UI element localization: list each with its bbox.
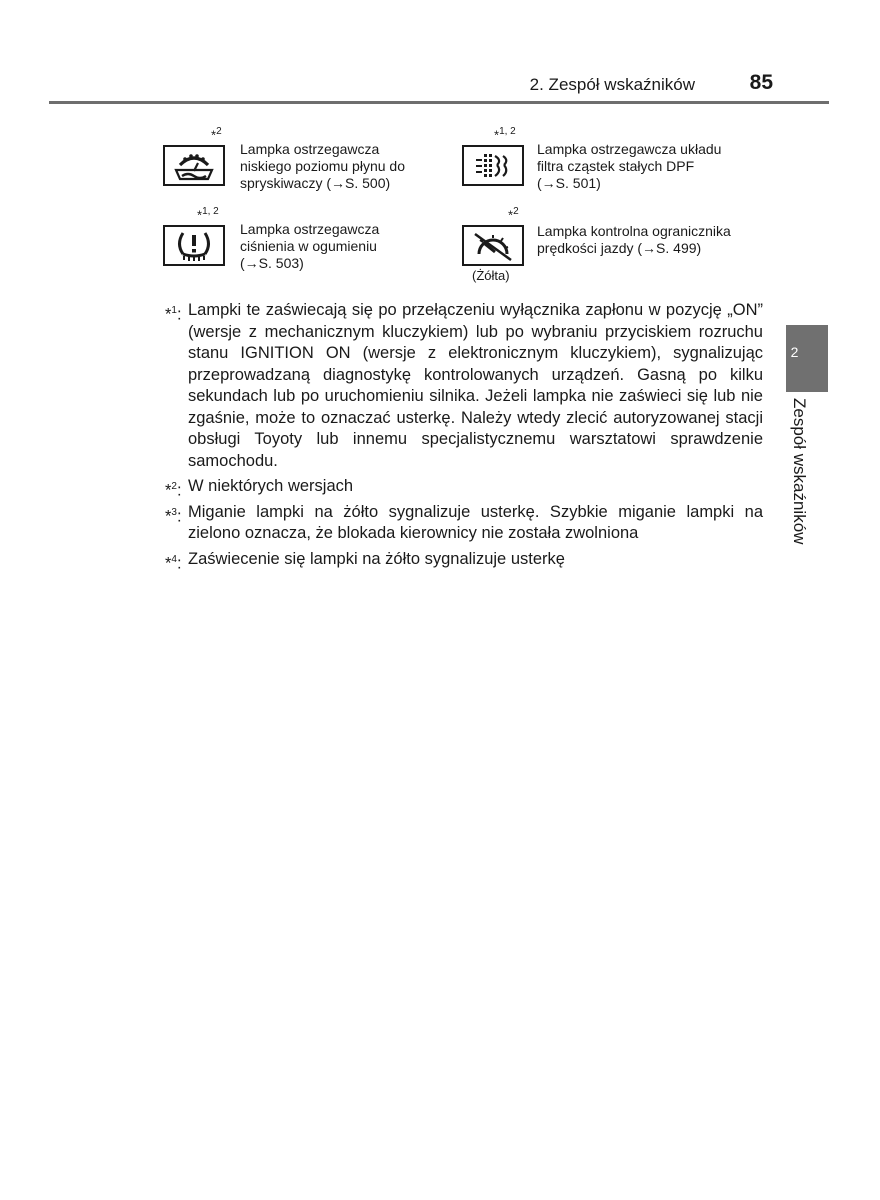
color-note: (Żółta)	[472, 268, 510, 283]
footnote-4	[165, 549, 763, 571]
lamp-description: Lampka kontrolna ogranicznika prędkości jazdy (→S. 499)	[537, 223, 731, 256]
washer-fluid-icon	[163, 145, 225, 186]
lamp-marker: *$^{1, 2}$	[197, 206, 219, 223]
header-section-title: 2. Zespół wskaźników	[529, 75, 695, 94]
chapter-tab	[786, 325, 828, 392]
lamp-description: Lampka ostrzegawcza ciśnienia w ogumieniu (→S. 503)	[240, 221, 380, 271]
footnote-text: Lampki te zaświecają się po przełączeniu wyłącznika zapłonu w pozycję „ON” (wersje z mechanicznym kluczykiem) lub po wybraniu przyciskiem rozruchu stanu IGNITION ON (wersje z elektronicznym kluczykiem), sygnalizując przeprowadzaną diagnostykę kontrolowanych urządzeń. Gasną po kilku sekundach lub po uruchomieniu silnika. Jeżeli lampka nie zaświeci się lub nie zgaśnie, może to oznaczać usterkę. Należy wtedy zlecić autoryzowanej stacji obsługi Toyoty lub innemu specjalistycznemu warsztatowi sprawdzenie samochodu.	[188, 301, 763, 470]
footnote-text: Zaświecenie się lampki na żółto sygnalizuje usterkę	[188, 549, 565, 568]
speed-limiter-icon	[462, 225, 524, 266]
footnote-2	[165, 476, 763, 498]
footnote-text: W niektórych wersjach	[188, 477, 354, 495]
dpf-filter-icon	[462, 145, 524, 186]
footnote-3	[165, 502, 763, 545]
footnote-marker: *$^2$:	[165, 481, 182, 500]
footnote-1	[165, 300, 763, 472]
footnote-marker: *$^4$:	[165, 553, 182, 572]
footnote-text: Miganie lampki na żółto sygnalizuje usterkę. Szybkie miganie lampki na zielono oznacza, że blokada kierownicy nie została zwolniona	[188, 502, 763, 542]
chapter-tab-number: 2	[790, 344, 799, 360]
lamp-description: Lampka ostrzegawcza niskiego poziomu płynu do spryskiwaczy (→S. 500)	[240, 141, 405, 191]
lamp-marker: *$^2$	[508, 206, 519, 223]
footnotes	[165, 300, 763, 574]
tire-pressure-icon	[163, 225, 225, 266]
footnote-marker: *$^1$:	[165, 305, 182, 324]
lamp-marker: *$^2$	[211, 126, 222, 143]
lamp-description: Lampka ostrzegawcza układu filtra cząstek stałych DPF (→S. 501)	[537, 141, 722, 191]
lamp-marker: *$^{1, 2}$	[494, 126, 516, 143]
footnote-marker: *$^3$:	[165, 506, 182, 525]
header-rule	[49, 101, 829, 104]
page-number: 85	[749, 71, 773, 94]
chapter-tab-label: Zespół wskaźników	[790, 398, 809, 545]
